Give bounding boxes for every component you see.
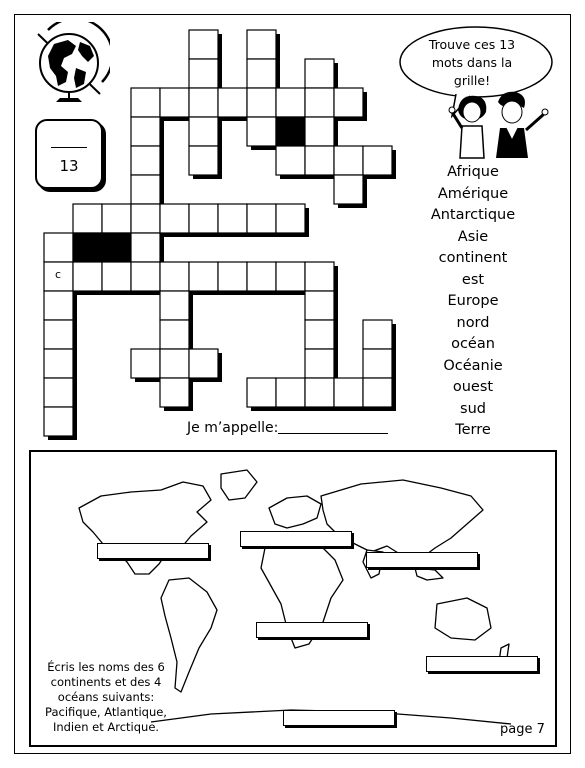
word-item: Antarctique	[430, 207, 516, 223]
instruction-line: Indien et Arctique.	[52, 720, 160, 734]
crossword-cell[interactable]	[334, 378, 363, 407]
crossword-cell[interactable]	[218, 88, 247, 117]
crossword-cell[interactable]	[160, 88, 189, 117]
crossword-cell[interactable]	[160, 262, 189, 291]
crossword-cell[interactable]	[131, 175, 160, 204]
blocked-cell	[276, 117, 305, 146]
instruction-line: Écris les noms des 6	[47, 660, 165, 674]
crossword-cell[interactable]	[305, 88, 334, 117]
crossword-cell[interactable]	[131, 204, 160, 233]
word-item: ouest	[452, 379, 494, 395]
crossword-cell[interactable]	[189, 117, 218, 146]
crossword-cell[interactable]	[334, 88, 363, 117]
crossword-cell[interactable]	[102, 204, 131, 233]
crossword-cell[interactable]	[44, 233, 73, 262]
crossword-cell[interactable]	[305, 59, 334, 88]
crossword-cell[interactable]	[247, 30, 276, 59]
instruction-line: continents et des 4	[50, 675, 162, 689]
map-label-box[interactable]	[240, 531, 352, 547]
crossword-cell[interactable]	[305, 320, 334, 349]
map-label-box[interactable]	[97, 543, 209, 559]
crossword-cell[interactable]	[44, 320, 73, 349]
crossword-cell[interactable]	[363, 378, 392, 407]
crossword-cell[interactable]	[276, 378, 305, 407]
blocked-cell	[73, 233, 102, 262]
bubble-line: mots dans la	[431, 55, 513, 70]
crossword-cell[interactable]	[247, 204, 276, 233]
crossword-cell[interactable]	[276, 88, 305, 117]
crossword-cell[interactable]	[160, 291, 189, 320]
word-item: Afrique	[447, 164, 499, 180]
crossword-cell[interactable]	[363, 349, 392, 378]
map-label-box[interactable]	[256, 622, 368, 638]
crossword-cell[interactable]	[189, 88, 218, 117]
page-number: page 7	[500, 722, 545, 737]
clue-letter: c	[55, 268, 62, 281]
crossword-cell[interactable]	[189, 146, 218, 175]
crossword-cell[interactable]	[247, 262, 276, 291]
crossword-cell[interactable]	[247, 117, 276, 146]
name-prompt: Je m’appelle:	[187, 420, 279, 436]
word-item: Amérique	[437, 185, 509, 202]
word-item: océan	[451, 336, 495, 352]
map-label-box[interactable]	[426, 656, 538, 672]
map-label-box[interactable]	[283, 710, 395, 726]
word-item: est	[461, 271, 485, 288]
word-item: continent	[438, 250, 508, 266]
crossword-cell[interactable]	[160, 320, 189, 349]
crossword-cell[interactable]	[131, 88, 160, 117]
crossword-cell[interactable]	[363, 320, 392, 349]
map-instructions	[36, 660, 176, 735]
crossword-cell[interactable]	[276, 204, 305, 233]
word-item: nord	[456, 314, 490, 331]
crossword-cell[interactable]	[44, 378, 73, 407]
crossword-cell[interactable]	[73, 262, 102, 291]
crossword-cell[interactable]	[247, 378, 276, 407]
crossword-cell[interactable]	[305, 262, 334, 291]
crossword-cell[interactable]	[131, 233, 160, 262]
crossword-cell[interactable]	[305, 378, 334, 407]
crossword-cell[interactable]	[334, 146, 363, 175]
word-item: Europe	[447, 293, 499, 309]
crossword-cell[interactable]	[189, 204, 218, 233]
crossword-cell[interactable]	[160, 349, 189, 378]
bubble-line: Trouve ces 13	[428, 37, 516, 52]
crossword-cell[interactable]	[305, 291, 334, 320]
blocked-cell	[102, 233, 131, 262]
crossword-cell[interactable]	[189, 30, 218, 59]
crossword-cell[interactable]	[218, 204, 247, 233]
crossword-cell[interactable]	[305, 146, 334, 175]
crossword-cell[interactable]	[73, 204, 102, 233]
crossword-cell[interactable]	[131, 262, 160, 291]
crossword-cell[interactable]	[44, 349, 73, 378]
crossword-cell[interactable]	[189, 59, 218, 88]
name-input-line[interactable]	[278, 433, 388, 434]
crossword-cell[interactable]	[305, 349, 334, 378]
crossword-cell[interactable]	[131, 117, 160, 146]
crossword-cell[interactable]	[160, 204, 189, 233]
word-item: sud	[460, 400, 486, 417]
instruction-line: océans suivants:	[57, 690, 155, 704]
word-list	[418, 162, 528, 442]
crossword-cell[interactable]	[247, 59, 276, 88]
map-label-box[interactable]	[366, 552, 478, 568]
crossword-cell[interactable]	[247, 88, 276, 117]
crossword-cell[interactable]	[363, 146, 392, 175]
word-item: Terre	[455, 422, 491, 438]
crossword-cell[interactable]	[334, 175, 363, 204]
crossword-cell[interactable]	[44, 291, 73, 320]
crossword-cell[interactable]	[160, 378, 189, 407]
crossword-cell[interactable]	[189, 262, 218, 291]
score-total: 13	[59, 157, 79, 175]
bubble-line: grille!	[453, 73, 491, 88]
crossword-cell[interactable]	[131, 349, 160, 378]
word-item: Océanie	[443, 357, 503, 374]
crossword-cell[interactable]	[189, 349, 218, 378]
word-item: Asie	[457, 228, 489, 245]
crossword-cell[interactable]	[44, 407, 73, 436]
crossword-cell[interactable]	[276, 146, 305, 175]
crossword-cell[interactable]	[218, 262, 247, 291]
crossword-cell[interactable]	[276, 262, 305, 291]
crossword-cell[interactable]	[305, 117, 334, 146]
crossword-cell[interactable]	[131, 146, 160, 175]
crossword-cell[interactable]	[102, 262, 131, 291]
instruction-line: Pacifique, Atlantique,	[45, 705, 167, 719]
